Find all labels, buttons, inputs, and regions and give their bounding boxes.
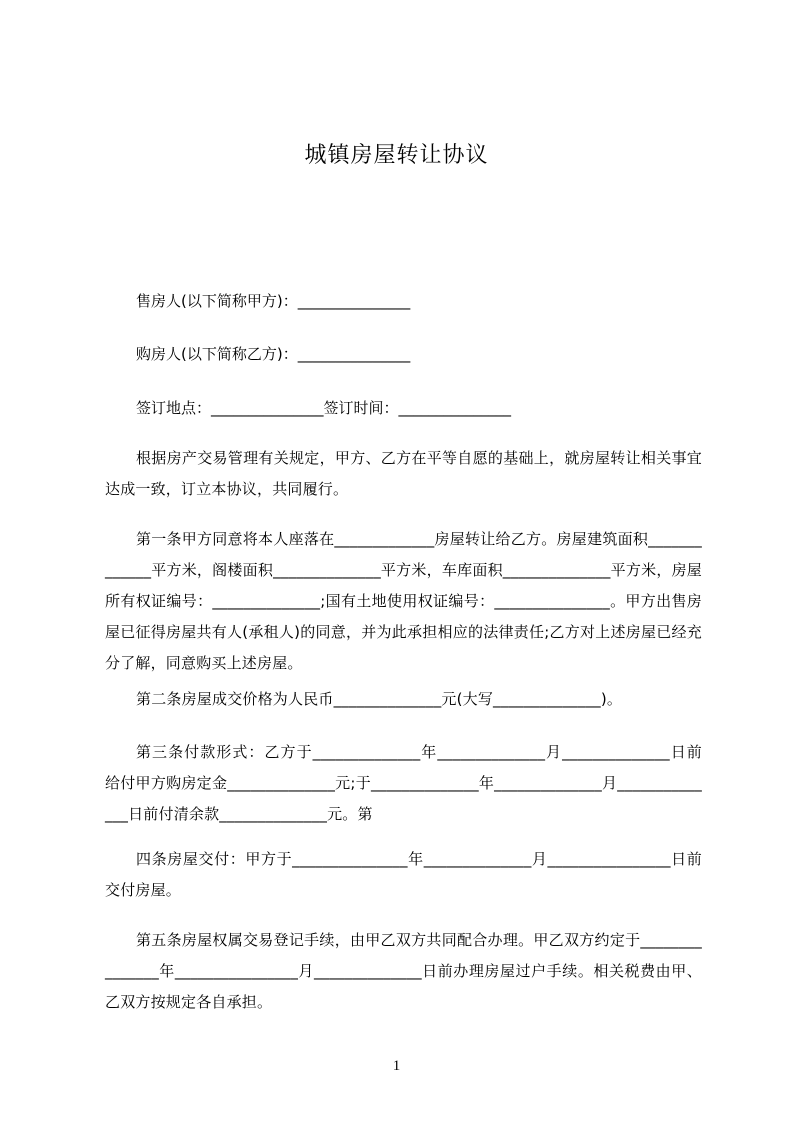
article-1-paragraph: 第一条甲方同意将本人座落在_____________房屋转让给乙方。房屋建筑面积_____________平方米，阁楼面积______________平方米，车库面积______________平方米，房屋所有权证编号：______________;国有土地使用权证编号：_______________。甲方出售房屋已征得房屋共有人(承租人)的同意，并为此承担相应的法律责任;乙方对上述房屋已经充分了解，同意购买上述房屋。 xyxy=(105,530,702,672)
sign-place-time-line: 签订地点：_______________签订时间：_______________ xyxy=(136,399,512,417)
article-2-paragraph: 第二条房屋成交价格为人民币______________元(大写______________)。 xyxy=(136,690,623,708)
seller-line: 售房人(以下简称甲方)：_______________ xyxy=(136,292,411,310)
preamble-paragraph: 根据房产交易管理有关规定，甲方、乙方在平等自愿的基础上，就房屋转让相关事宜达成一致，订立本协议，共同履行。 xyxy=(105,449,702,498)
article-4-paragraph: 四条房屋交付：甲方于_______________年______________月________________日前交付房屋。 xyxy=(105,850,702,899)
article-5-paragraph: 第五条房屋权属交易登记手续，由甲乙双方共同配合办理。甲乙双方约定于_______________年________________月______________日前办理房屋过户手续。相关税费由甲、乙双方按规定各自承担。 xyxy=(105,931,702,1011)
article-3-paragraph: 第三条付款形式：乙方于______________年______________月______________日前给付甲方购房定金______________元;于______________年______________月______________日前付清余款______________元。第 xyxy=(105,743,702,823)
buyer-line: 购房人(以下简称乙方)：_______________ xyxy=(136,345,411,363)
page-title: 城镇房屋转让协议 xyxy=(304,143,489,168)
page-number: 1 xyxy=(392,1058,401,1074)
